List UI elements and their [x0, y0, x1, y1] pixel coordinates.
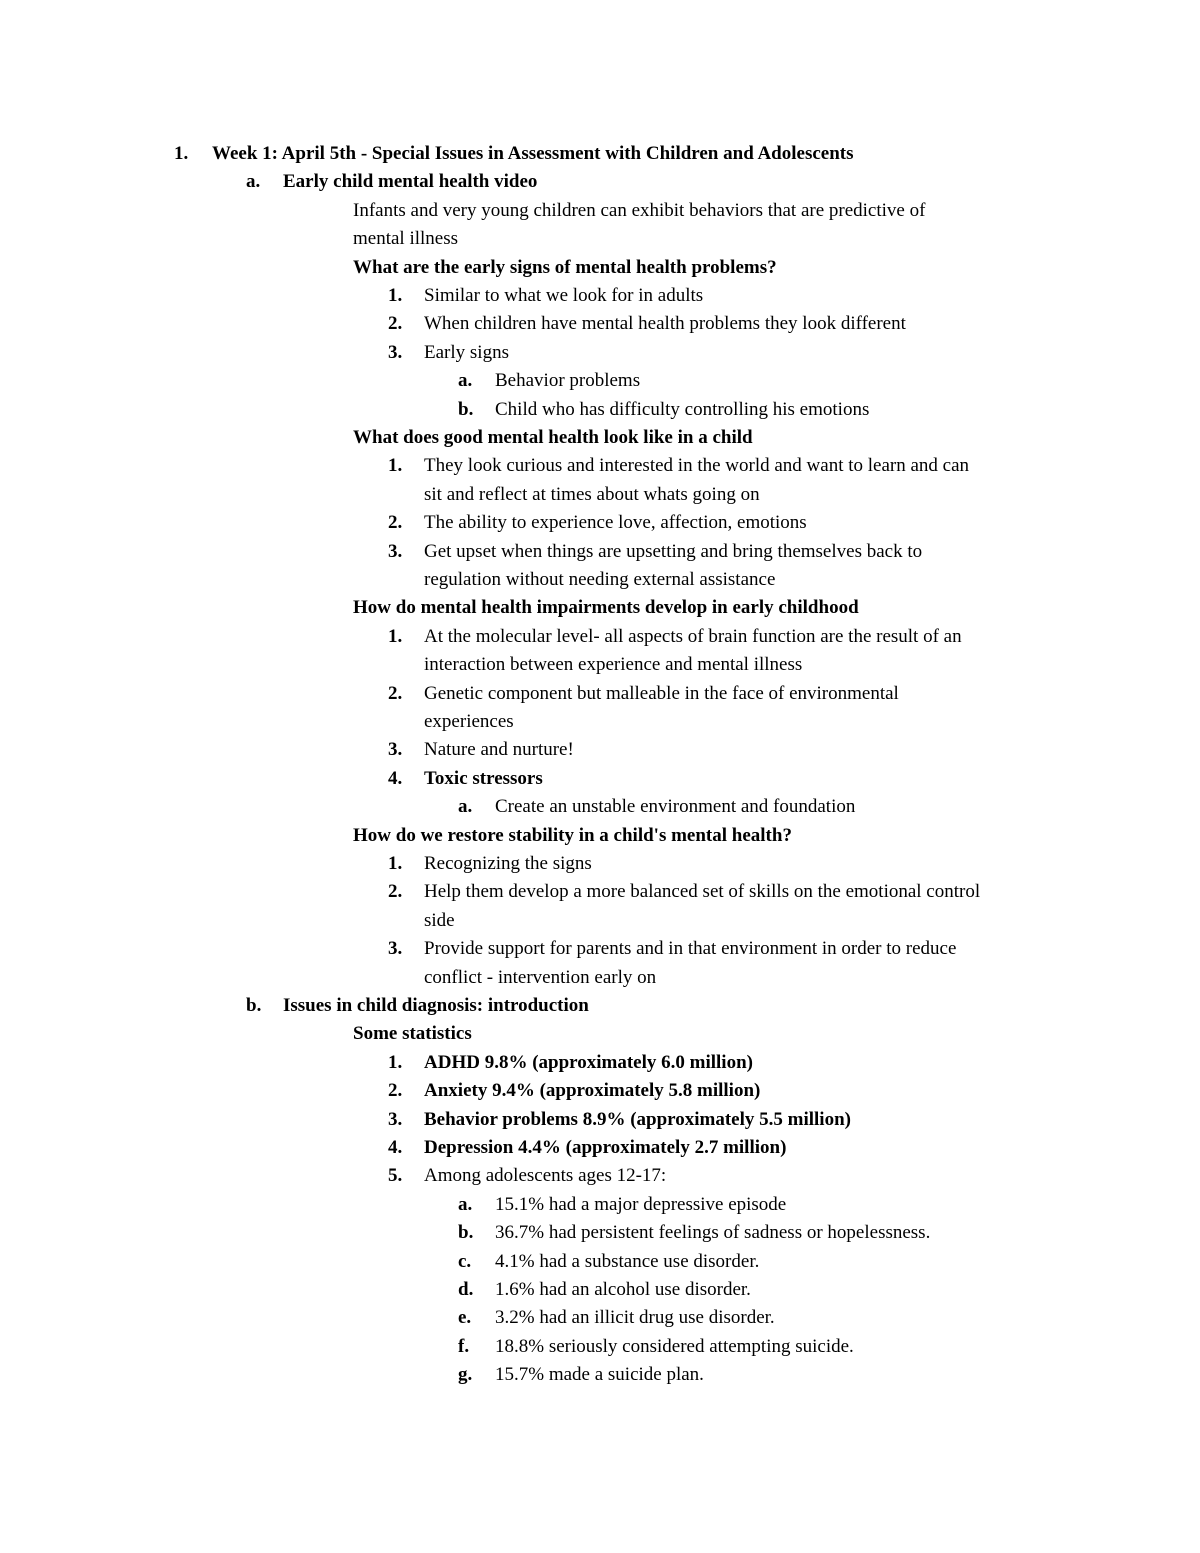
outline-text: Toxic stressors [424, 768, 543, 789]
outline-marker: a. [458, 1194, 473, 1215]
outline-text: 4.1% had a substance use disorder. [495, 1251, 760, 1272]
outline-marker: b. [246, 995, 262, 1016]
outline-text: Week 1: April 5th - Special Issues in Assessment with Children and Adolescents [212, 143, 854, 164]
outline-text: Similar to what we look for in adults [424, 285, 704, 306]
outline-text: What are the early signs of mental health problems? [353, 257, 777, 278]
outline-text: side [424, 910, 455, 931]
outline-text: Provide support for parents and in that environment in order to reduce [424, 938, 957, 959]
outline-text: sit and reflect at times about whats going on [424, 484, 760, 505]
outline-text: Help them develop a more balanced set of skills on the emotional control [424, 881, 981, 902]
outline-marker: e. [458, 1307, 472, 1328]
outline-text: 1.6% had an alcohol use disorder. [495, 1279, 751, 1300]
outline-text: conflict - intervention early on [424, 967, 657, 988]
outline-text: ADHD 9.8% (approximately 6.0 million) [424, 1052, 753, 1073]
outline-text: Infants and very young children can exhibit behaviors that are predictive of [353, 200, 926, 221]
outline-marker: 2. [388, 683, 403, 704]
outline-text: They look curious and interested in the world and want to learn and can [424, 455, 970, 476]
outline-text: How do we restore stability in a child's mental health? [353, 825, 792, 846]
outline-text: Some statistics [353, 1023, 472, 1044]
outline-text: Depression 4.4% (approximately 2.7 million) [424, 1137, 787, 1158]
outline-marker: b. [458, 1222, 474, 1243]
outline-marker: 3. [388, 342, 403, 363]
outline-marker: c. [458, 1251, 472, 1272]
outline-marker: 2. [388, 881, 403, 902]
outline-marker: a. [458, 796, 473, 817]
outline-marker: b. [458, 399, 474, 420]
outline-text: 3.2% had an illicit drug use disorder. [495, 1307, 775, 1328]
outline-text: How do mental health impairments develop in early childhood [353, 597, 859, 618]
outline-marker: 3. [388, 1109, 403, 1130]
outline-text: Child who has difficulty controlling his emotions [495, 399, 870, 420]
outline-text: The ability to experience love, affection, emotions [424, 512, 807, 533]
outline-text: 15.7% made a suicide plan. [495, 1364, 704, 1385]
outline-marker: 4. [388, 1137, 403, 1158]
outline-text: Get upset when things are upsetting and bring themselves back to [424, 541, 923, 562]
outline-text: Behavior problems 8.9% (approximately 5.5 million) [424, 1109, 851, 1130]
outline-text: 18.8% seriously considered attempting suicide. [495, 1336, 854, 1357]
outline-text: Among adolescents ages 12-17: [424, 1165, 667, 1186]
outline-text: experiences [424, 711, 514, 732]
outline-marker: 2. [388, 512, 403, 533]
outline-text: Create an unstable environment and foundation [495, 796, 856, 817]
outline-text: Recognizing the signs [424, 853, 592, 874]
outline-text: Behavior problems [495, 370, 641, 391]
outline-marker: 1. [174, 143, 189, 164]
outline-marker: 1. [388, 1052, 403, 1073]
outline-text: mental illness [353, 228, 459, 249]
outline-marker: 3. [388, 739, 403, 760]
outline-marker: g. [458, 1364, 473, 1385]
outline-text: What does good mental health look like in a child [353, 427, 753, 448]
outline-marker: 1. [388, 626, 403, 647]
outline-marker: 3. [388, 938, 403, 959]
outline-text: At the molecular level- all aspects of brain function are the result of an [424, 626, 962, 647]
outline-marker: 3. [388, 541, 403, 562]
outline-marker: 1. [388, 455, 403, 476]
outline-marker: a. [458, 370, 473, 391]
outline-text: 36.7% had persistent feelings of sadness or hopelessness. [495, 1222, 931, 1243]
outline-marker: f. [458, 1336, 470, 1357]
outline-text: Anxiety 9.4% (approximately 5.8 million) [424, 1080, 761, 1101]
outline-text: Early child mental health video [283, 171, 538, 192]
outline-text: Nature and nurture! [424, 739, 574, 760]
outline-text: Issues in child diagnosis: introduction [283, 995, 589, 1016]
outline-marker: 5. [388, 1165, 403, 1186]
outline-marker: 2. [388, 313, 403, 334]
outline-text: Genetic component but malleable in the face of environmental [424, 683, 899, 704]
outline-text: Early signs [424, 342, 509, 363]
outline-marker: 4. [388, 768, 403, 789]
outline-text: 15.1% had a major depressive episode [495, 1194, 787, 1215]
outline-marker: d. [458, 1279, 474, 1300]
outline-marker: a. [246, 171, 261, 192]
outline-text: interaction between experience and mental illness [424, 654, 803, 675]
outline-marker: 1. [388, 853, 403, 874]
outline-marker: 2. [388, 1080, 403, 1101]
outline-marker: 1. [388, 285, 403, 306]
outline-text: When children have mental health problems they look different [424, 313, 906, 334]
outline-text: regulation without needing external assistance [424, 569, 776, 590]
